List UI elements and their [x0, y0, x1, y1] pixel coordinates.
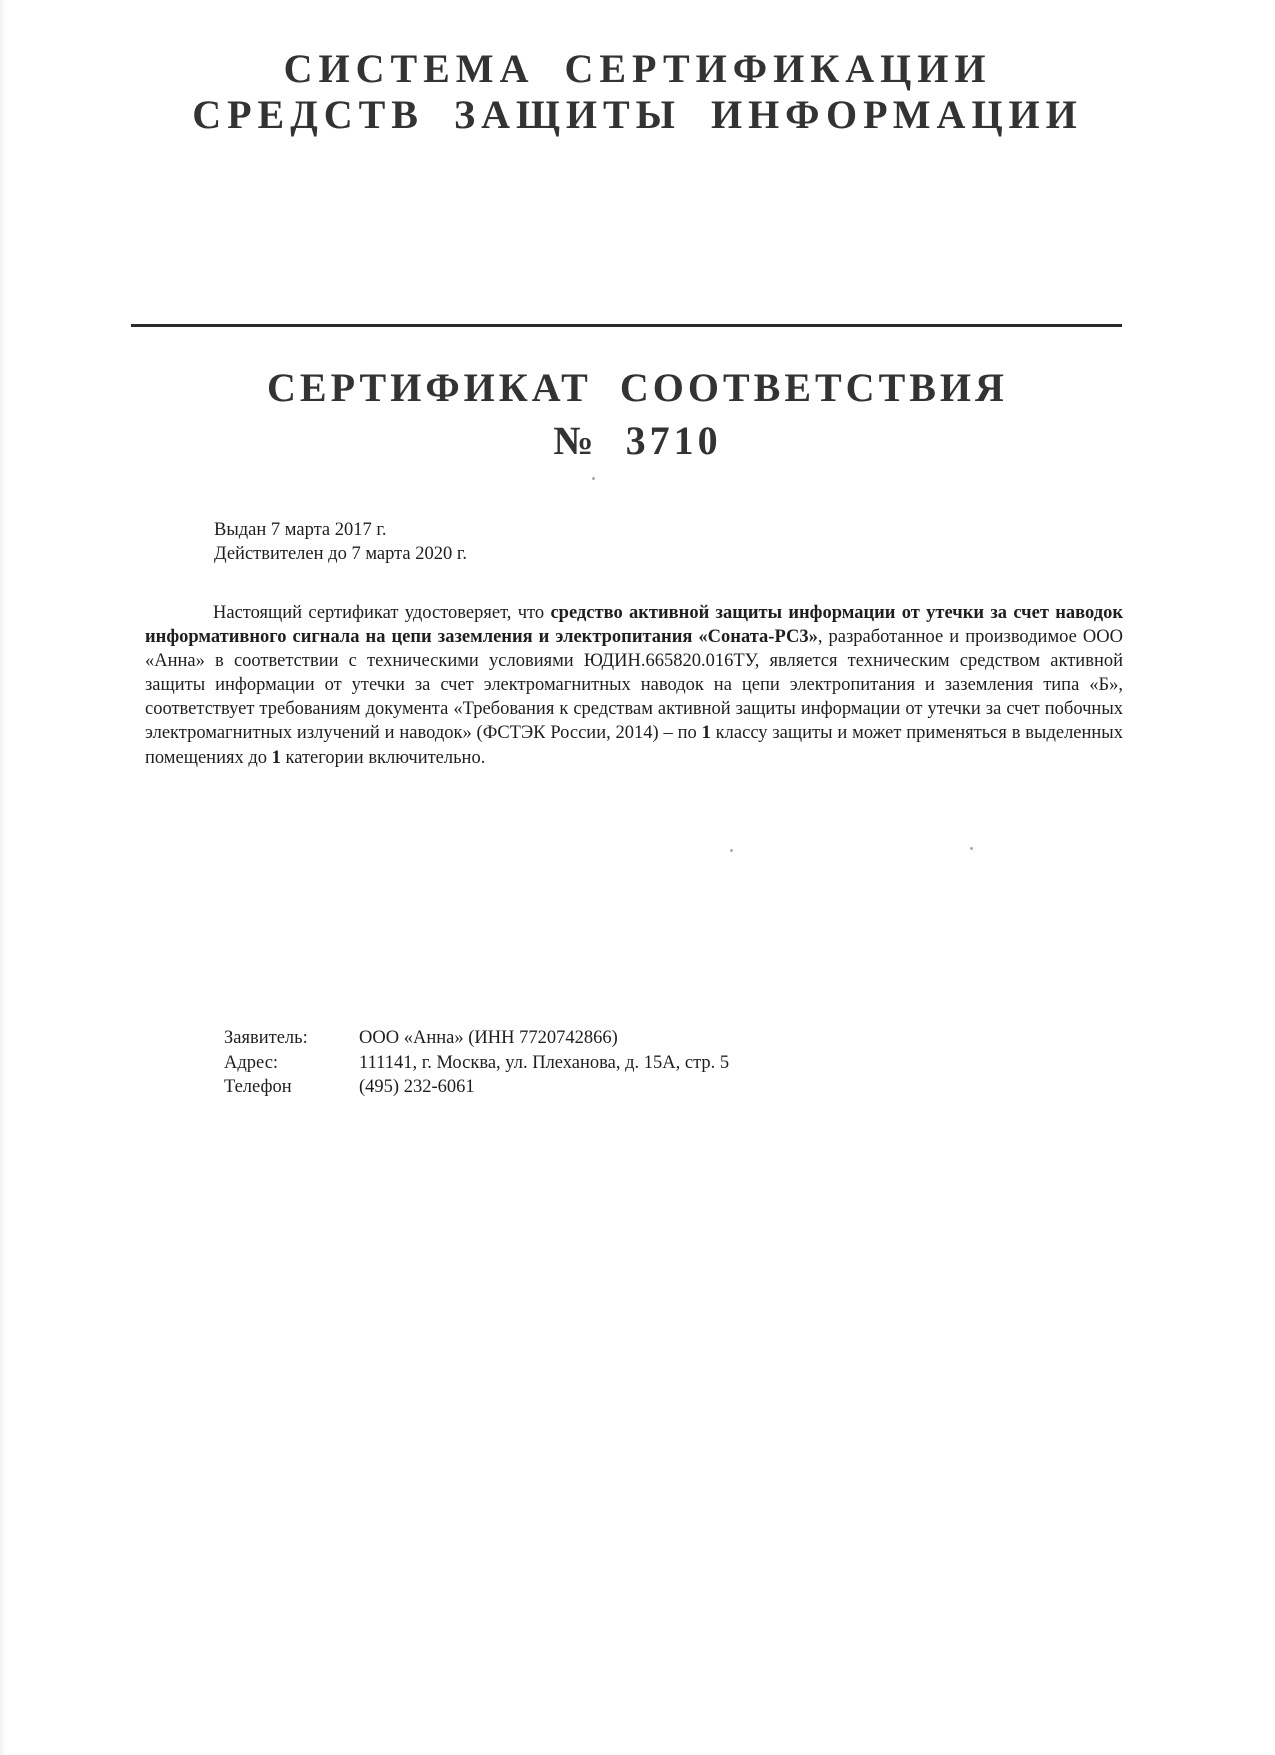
certificate-title: СЕРТИФИКАТ СООТВЕТСТВИЯ	[267, 365, 1008, 410]
valid-until-date: Действителен до 7 марта 2020 г.	[214, 544, 468, 564]
body-part3: классу защиты и может применяться в выделенных помещениях до	[145, 723, 1123, 768]
horizontal-divider	[131, 324, 1122, 327]
applicant-value: ООО «Анна» (ИНН 7720742866)	[359, 1028, 618, 1048]
room-category: 1	[271, 747, 281, 768]
phone-label: Телефон	[224, 1077, 292, 1097]
applicant-row	[224, 1026, 729, 1051]
scan-edge	[0, 0, 6, 1755]
address-label: Адрес:	[224, 1052, 279, 1073]
body-part2: , разработанное и производимое ООО «Анна» в соответствии с техническими условиями ЮДИН.665820.016ТУ, является техническим средством активной защиты информации от утечки за счет электромагнитных наводок на цепи электропитания и заземления типа «Б», соответствует требованиям документа «Требования к средствам активной защиты информации от утечки за счет побочных электромагнитных излучений и наводок» (ФСТЭК России, 2014) – по	[145, 627, 1123, 744]
validity-dates	[214, 518, 467, 566]
system-title-line1: СИСТЕМА СЕРТИФИКАЦИИ	[283, 46, 992, 91]
applicant-info	[224, 1026, 729, 1100]
certificate-number: № 3710	[553, 418, 722, 463]
body-intro: Настоящий сертификат удостоверяет, что	[213, 603, 551, 623]
system-title-line2: СРЕДСТВ ЗАЩИТЫ ИНФОРМАЦИИ	[192, 92, 1083, 137]
scan-speck	[970, 847, 973, 850]
certificate-body	[145, 601, 1123, 770]
protection-class: 1	[701, 723, 711, 744]
product-name: средство активной защиты информации от утечки за счет наводок информативного сигнала на цепи заземления и электропитания «Соната-РС3»	[145, 603, 1123, 648]
scan-speck	[730, 849, 733, 852]
phone-row	[224, 1075, 729, 1100]
phone-value: (495) 232-6061	[359, 1077, 475, 1097]
address-row	[224, 1051, 729, 1076]
body-part4: категории включительно.	[280, 747, 486, 768]
issued-date: Выдан 7 марта 2017 г.	[214, 520, 387, 540]
applicant-label: Заявитель:	[224, 1028, 308, 1048]
address-value: 111141, г. Москва, ул. Плеханова, д. 15А, стр. 5	[359, 1052, 730, 1073]
scan-speck	[592, 477, 595, 480]
